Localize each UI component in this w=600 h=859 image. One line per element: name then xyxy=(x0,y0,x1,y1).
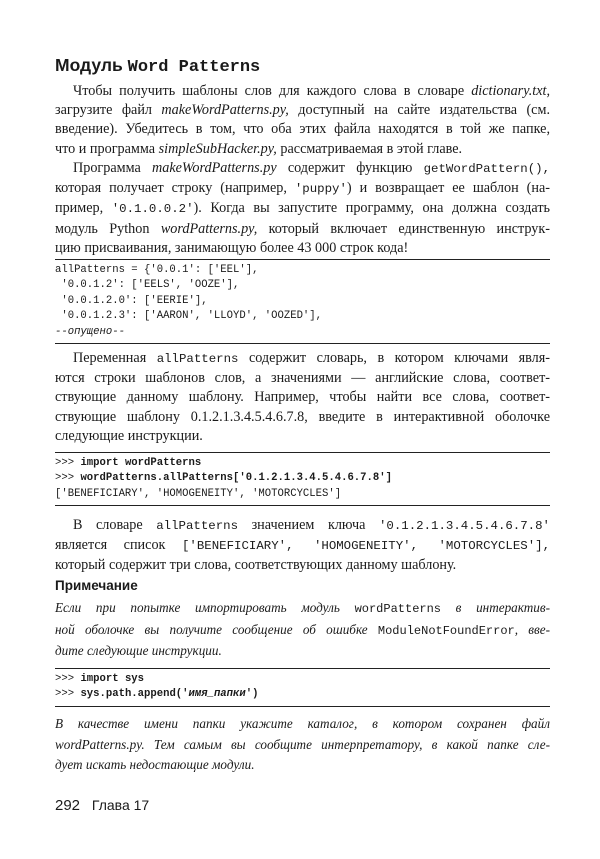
note-continuation xyxy=(55,714,550,776)
para2-line-5: цию присваивания, занимающую более 43 000 строк кода! xyxy=(55,239,409,256)
para1-line-2: загрузите файл makeWordPatterns.py, доступный на сайте издательства (см. xyxy=(55,102,550,119)
code-line: >>> import wordPatterns xyxy=(55,457,202,469)
code-line: >>> wordPatterns.allPatterns['0.1.2.1.3.4.5.4.6.7.8'] xyxy=(55,472,392,485)
note-line-3: дите следующие инструкции. xyxy=(55,643,222,658)
note-line-2: ной оболочке вы получите сообщение об ошибке ModuleNotFoundError, вве- xyxy=(55,621,550,638)
para4-line-2: является список ['BENEFICIARY', 'HOMOGENEITY', 'MOTORCYCLES'], xyxy=(55,537,550,554)
code-line: >>> sys.path.append('имя_папки') xyxy=(55,688,259,701)
para3-line-2: ются строки шаблонов слов, а значениями — английские слова, соответ- xyxy=(55,370,550,387)
paragraph-3 xyxy=(55,349,550,446)
para3-line-1: Переменная allPatterns содержит словарь, в котором ключами явля- xyxy=(73,350,551,366)
code-line: allPatterns = {'0.0.1': ['EEL'], xyxy=(55,264,259,276)
paragraph-4 xyxy=(55,516,550,576)
para4-line-1: В словаре allPatterns значением ключа '0.1.2.1.3.4.5.4.6.7.8' xyxy=(73,517,550,533)
para4-line-3: который содержит три слова, соответствующих данному шаблону. xyxy=(55,557,457,574)
para1-line-4: что и программа simpleSubHacker.py, рассматриваемая в этой главе. xyxy=(55,140,463,157)
para1-line-1: Чтобы получить шаблоны слов для каждого слова в словаре dictionary.txt, xyxy=(73,83,550,99)
paragraph-1 xyxy=(55,82,550,159)
note-text xyxy=(55,598,550,662)
note2-line-2: wordPatterns.py. Тем самым вы сообщите интерпретатору, в какой папке сле- xyxy=(55,736,550,752)
note-line-1: Если при попытке импортировать модуль wordPatterns в интерактив- xyxy=(55,600,550,616)
heading-prefix: Модуль xyxy=(55,55,123,75)
para2-line-4: модуль Python wordPatterns.py, который включает единственную инструк- xyxy=(55,220,550,237)
code-line-omitted: --опущено-- xyxy=(55,325,125,338)
para2-line-3: пример, '0.1.0.0.2'). Когда вы запустите программу, она должна создать xyxy=(55,200,550,217)
code-line: '0.0.1.2.0': ['EERIE'], xyxy=(55,294,208,307)
code-block-import xyxy=(55,452,550,506)
para2-line-1: Программа makeWordPatterns.py содержит функцию getWordPattern(), xyxy=(73,160,550,176)
para3-line-5: следующие инструкции. xyxy=(55,427,203,444)
heading-code: Word Patterns xyxy=(127,58,261,77)
page-footer xyxy=(55,797,149,814)
code-block-sys xyxy=(55,668,550,707)
code-line: '0.0.1.2': ['EELS', 'OOZE'], xyxy=(55,279,240,292)
page-number: 292 xyxy=(55,797,81,814)
para1-line-3: введение). Убедитесь в том, что оба этих файла находятся в той же папке, xyxy=(55,121,550,138)
section-heading xyxy=(55,55,260,77)
note-title: Примечание xyxy=(55,578,138,593)
note2-line-1: В качестве имени папки укажите каталог, в котором сохранен файл xyxy=(55,716,550,731)
para3-line-4: ствующие шаблону 0.1.2.1.3.4.5.4.6.7.8, введите в интерактивной оболочке xyxy=(55,408,550,425)
code-line: >>> import sys xyxy=(55,673,145,685)
code-block-patterns xyxy=(55,259,550,344)
para2-line-2: которая получает строку (например, 'puppy') и возвращает ее шаблон (на- xyxy=(55,180,550,197)
paragraph-2 xyxy=(55,159,550,258)
code-line-output: ['BENEFICIARY', 'HOMOGENEITY', 'MOTORCYCLES'] xyxy=(55,487,342,500)
note2-line-3: дует искать недостающие модули. xyxy=(55,757,255,772)
chapter-label: Глава 17 xyxy=(91,797,150,813)
para3-line-3: ствующие данному шаблону. Например, чтобы найти все слова, соответ- xyxy=(55,389,550,406)
code-line: '0.0.1.2.3': ['AARON', 'LLOYD', 'OOZED'], xyxy=(55,310,323,323)
